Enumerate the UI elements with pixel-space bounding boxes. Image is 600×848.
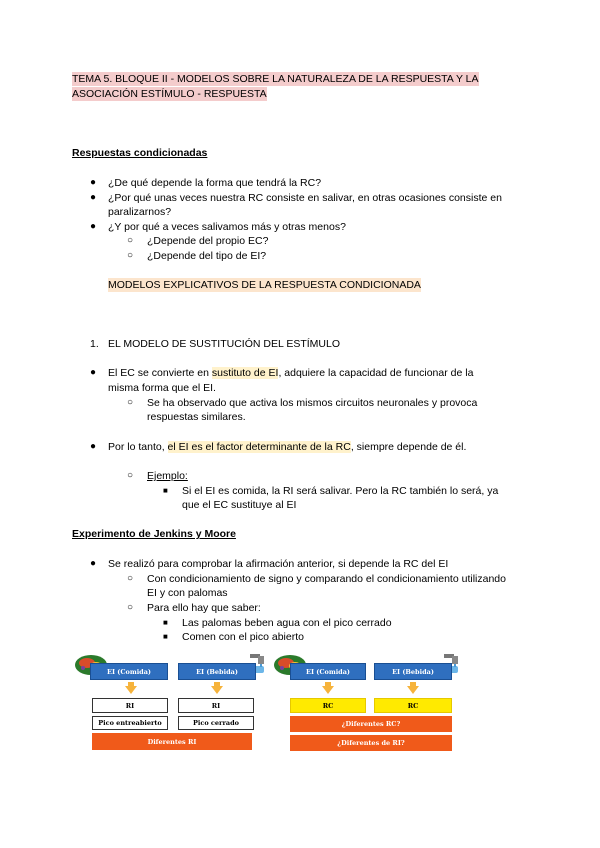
bullet-square: ■ <box>163 486 168 495</box>
bullet-dot: ● <box>90 441 97 452</box>
sub-sub-list-item: Las palomas beben agua con el pico cerrado <box>182 617 392 629</box>
example-label: Ejemplo: <box>147 470 188 482</box>
ri-box: RI <box>92 698 168 713</box>
arrow-down-icon <box>125 686 137 694</box>
sub-list-item: ¿Depende del tipo de EI? <box>147 250 267 262</box>
list-item-sustituto <box>108 366 473 380</box>
bullet-circle: ○ <box>127 573 134 584</box>
text-segment: , adquiere la capacidad de funcionar de la <box>278 367 474 379</box>
bullet-circle: ○ <box>127 250 134 261</box>
bullet-dot: ● <box>90 558 97 569</box>
page-title-line1: TEMA 5. BLOQUE II - MODELOS SOBRE LA NATURALEZA DE LA RESPUESTA Y LA <box>72 73 479 85</box>
different-rc-question: ¿Diferentes RC? <box>290 716 452 732</box>
ei-food-box: EI (Comida) <box>90 663 168 680</box>
sub-list-item-continuation: respuestas similares. <box>147 411 246 423</box>
bullet-dot: ● <box>90 177 97 188</box>
bullet-circle: ○ <box>127 235 134 246</box>
bullet-dot: ● <box>90 367 97 378</box>
example-text: Si el EI es comida, la RI será salivar. Pero la RC también lo será, ya <box>182 485 499 497</box>
numbered-index: 1. <box>90 338 99 350</box>
list-item: Se realizó para comprobar la afirmación anterior, si depende la RC del EI <box>108 558 449 570</box>
list-item-continuation: misma forma que el EI. <box>108 382 216 394</box>
highlight-factor: el EI es el factor determinante de la RC <box>167 441 351 453</box>
page-title-line2: ASOCIACIÓN ESTÍMULO - RESPUESTA <box>72 88 267 100</box>
sub-list-item: Para ello hay que saber: <box>147 602 261 614</box>
ei-drink-box: EI (Bebida) <box>178 663 256 680</box>
section-title-respuestas: Respuestas condicionadas <box>72 147 208 159</box>
list-item-continuation: paralizarnos? <box>108 206 172 218</box>
arrow-down-icon <box>322 686 334 694</box>
example-text-continuation: que el EC sustituye al EI <box>182 499 297 511</box>
beak-open-box: Pico entreabierto <box>92 716 168 730</box>
arrow-down-icon <box>407 686 419 694</box>
ei-food-box: EI (Comida) <box>290 663 366 680</box>
rc-box: RC <box>374 698 452 713</box>
text-segment: , siempre depende de él. <box>350 441 467 453</box>
bullet-circle: ○ <box>127 602 134 613</box>
ri-box: RI <box>178 698 254 713</box>
different-ri-box: Diferentes RI <box>92 733 252 750</box>
bullet-circle: ○ <box>127 397 134 408</box>
highlight-sustituto: sustituto de EI <box>211 367 279 379</box>
bullet-dot: ● <box>90 192 97 203</box>
different-ri-question: ¿Diferentes de RI? <box>290 735 452 751</box>
bullet-square: ■ <box>163 632 168 641</box>
sub-list-item: ¿Depende del propio EC? <box>147 235 269 247</box>
ei-drink-box: EI (Bebida) <box>374 663 452 680</box>
bullet-square: ■ <box>163 618 168 627</box>
list-item: ¿Y por qué a veces salivamos más y otras menos? <box>108 221 346 233</box>
arrow-down-icon <box>211 686 223 694</box>
list-item: ¿Por qué unas veces nuestra RC consiste en salivar, en otras ocasiones consiste en <box>108 192 502 204</box>
sub-list-item: Con condicionamiento de signo y comparando el condicionamiento utilizando <box>147 573 506 585</box>
bullet-circle: ○ <box>127 470 134 481</box>
section-title-experimento: Experimento de Jenkins y Moore <box>72 528 236 540</box>
sub-list-item: Se ha observado que activa los mismos circuitos neuronales y provoca <box>147 397 478 409</box>
list-item: ¿De qué depende la forma que tendrá la RC? <box>108 177 322 189</box>
list-item-factor <box>108 440 466 454</box>
beak-closed-box: Pico cerrado <box>178 716 254 730</box>
rc-box: RC <box>290 698 366 713</box>
numbered-heading: EL MODELO DE SUSTITUCIÓN DEL ESTÍMULO <box>108 338 341 350</box>
text-segment: Por lo tanto, <box>108 441 168 453</box>
bullet-dot: ● <box>90 221 97 232</box>
sub-list-item-continuation: EI y con palomas <box>147 587 228 599</box>
text-segment: El EC se convierte en <box>108 367 212 379</box>
models-heading: MODELOS EXPLICATIVOS DE LA RESPUESTA CONDICIONADA <box>108 279 421 291</box>
sub-sub-list-item: Comen con el pico abierto <box>182 631 304 643</box>
